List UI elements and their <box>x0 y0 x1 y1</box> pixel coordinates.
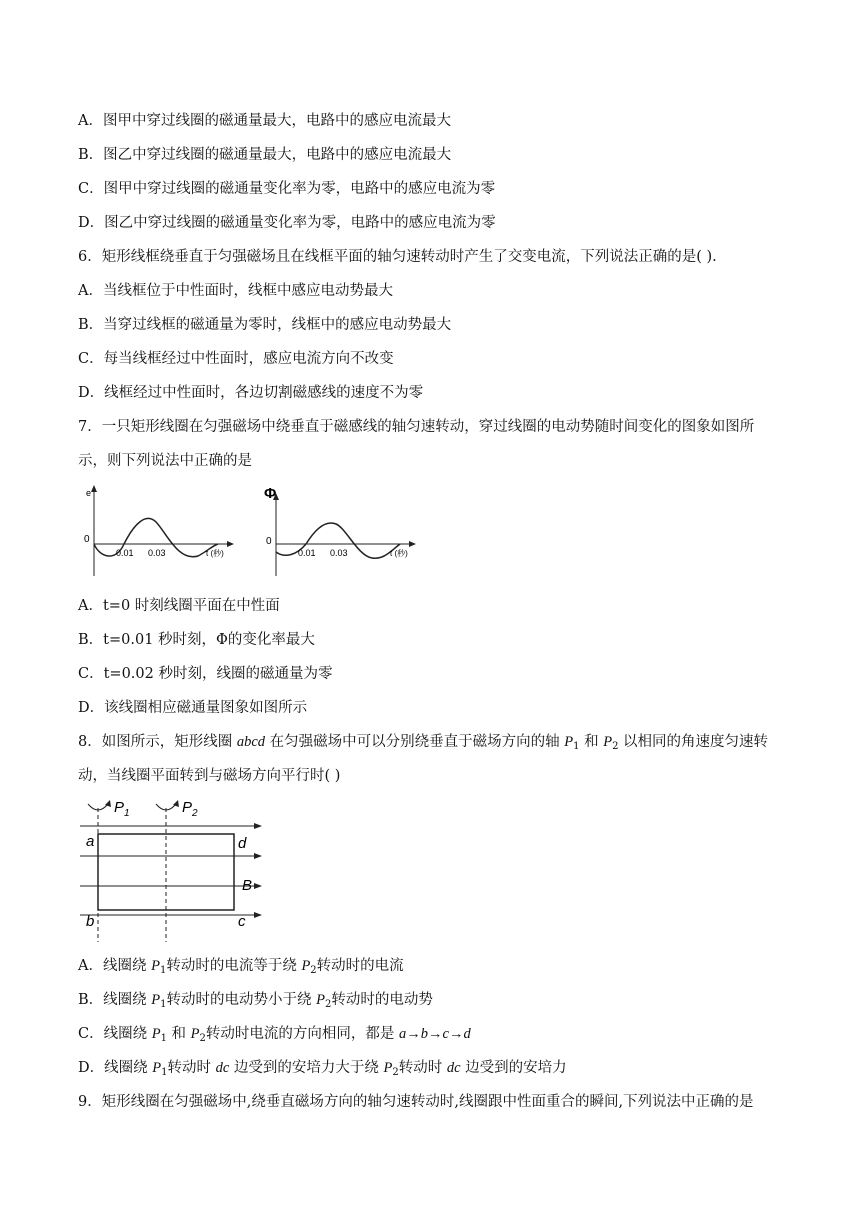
q8-stem-line2: 动，当线圈平面转到与磁场方向平行时( ) <box>78 768 341 784</box>
emf-origin-label: 0 <box>84 534 90 545</box>
q5-option-c: C．图甲中穿过线圈的磁通量变化率为零，电路中的感应电流为零 <box>78 181 496 197</box>
q8-option-a: A．线圈绕 $P_1$转动时的电流等于绕 $P_2$转动时的电流 <box>78 958 404 976</box>
emf-time-graph <box>80 482 250 580</box>
flux-tick-003: 0.03 <box>330 548 348 558</box>
axis-p2-label: $P_2$ <box>182 799 198 819</box>
emf-time-axis-label: t (秒) <box>206 549 224 558</box>
q5-option-b: B．图乙中穿过线圈的磁通量最大，电路中的感应电流最大 <box>78 147 452 163</box>
flux-axis-label: Φ <box>264 485 277 502</box>
q8-option-c: C．线圈绕 $P_1$ 和 $P_2$转动时电流的方向相同，都是 a→b→c→d <box>78 1026 471 1044</box>
emf-tick-001: 0.01 <box>116 548 134 558</box>
corner-d-label: d <box>238 835 247 852</box>
flux-tick-001: 0.01 <box>298 548 316 558</box>
flux-origin-label: 0 <box>266 536 272 547</box>
q7-option-c: C．t=0.02 秒时刻，线圈的磁通量为零 <box>78 666 333 682</box>
emf-tick-003: 0.03 <box>148 548 166 558</box>
corner-a-label: a <box>86 833 95 850</box>
q5-option-d: D．图乙中穿过线圈的磁通量变化率为零，电路中的感应电流为零 <box>78 215 496 231</box>
q7-option-a: A．t=0 时刻线圈平面在中性面 <box>78 598 280 614</box>
emf-axis-label: e <box>86 488 92 498</box>
axis-p1-label: $P_1$ <box>114 799 130 819</box>
q7-stem-line1: 7．一只矩形线圈在匀强磁场中绕垂直于磁感线的轴匀速转动，穿过线圈的电动势随时间变化的图象如图所 <box>78 419 755 435</box>
q8-option-d: D．线圈绕 $P_1$转动时 dc 边受到的安培力大于绕 $P_2$转动时 dc 边受到的安培力 <box>78 1060 567 1078</box>
q8-option-b: B．线圈绕 $P_1$转动时的电动势小于绕 $P_2$转动时的电动势 <box>78 992 433 1010</box>
q7-option-d: D．该线圈相应磁通量图象如图所示 <box>78 700 308 716</box>
q7-stem-line2: 示，则下列说法中正确的是 <box>78 453 252 469</box>
q6-option-d: D．线框经过中性面时，各边切割磁感线的速度不为零 <box>78 385 424 401</box>
flux-time-axis-label: t (秒) <box>390 549 408 558</box>
q6-option-b: B．当穿过线框的磁通量为零时，线框中的感应电动势最大 <box>78 317 452 333</box>
flux-time-graph <box>262 482 432 580</box>
q6-option-a: A．当线框位于中性面时，线框中感应电动势最大 <box>78 283 393 299</box>
q5-option-a: A．图甲中穿过线圈的磁通量最大，电路中的感应电流最大 <box>78 113 451 129</box>
corner-c-label: c <box>238 913 246 930</box>
q7-option-b: B．t=0.01 秒时刻，Φ的变化率最大 <box>78 632 315 648</box>
q8-stem-line1: 8．如图所示，矩形线圈 abcd 在匀强磁场中可以分别绕垂直于磁场方向的轴 $P_1$ 和 $P_2$ 以相同的角速度匀速转 <box>78 734 769 752</box>
q6-option-c: C．每当线框经过中性面时，感应电流方向不改变 <box>78 351 394 367</box>
rectangular-coil-figure <box>76 794 266 944</box>
corner-b-label: b <box>86 913 95 930</box>
q6-stem: 6．矩形线框绕垂直于匀强磁场且在线框平面的轴匀速转动时产生了交变电流，下列说法正确的是( ). <box>78 249 717 265</box>
field-b-label: B <box>242 877 253 894</box>
q9-stem: 9．矩形线圈在匀强磁场中,绕垂直磁场方向的轴匀速转动时,线圈跟中性面重合的瞬间,下列说法中正确的是 <box>78 1094 754 1110</box>
